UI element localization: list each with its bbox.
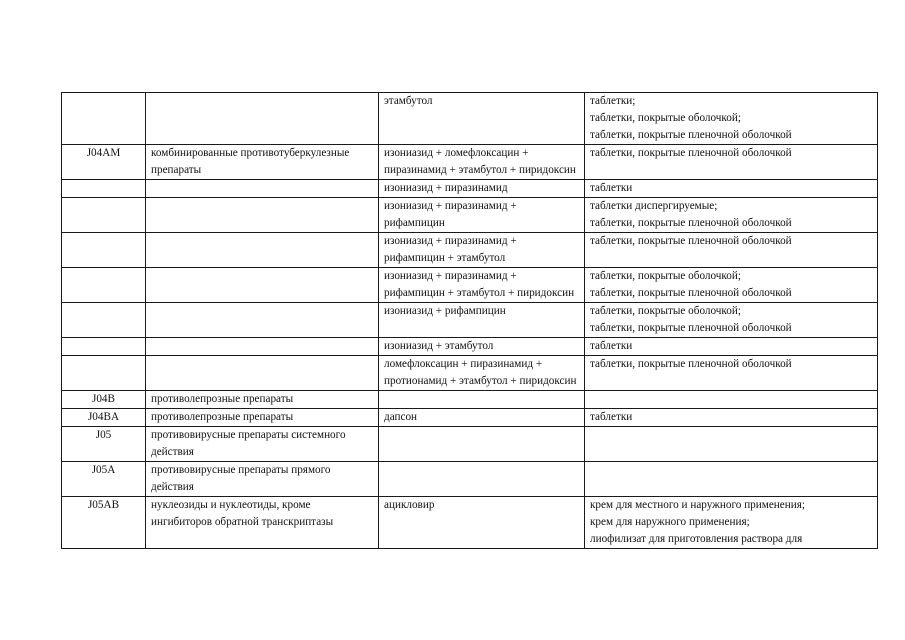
dosage-form-cell	[585, 338, 878, 356]
atc-code-cell	[62, 198, 146, 233]
group-name-cell	[146, 268, 379, 303]
table-row	[62, 497, 878, 549]
atc-code-cell	[62, 338, 146, 356]
dosage-form-line: таблетки, покрытые пленочной оболочкой	[590, 129, 792, 141]
dosage-form-cell	[585, 145, 878, 180]
group-name-cell: противовирусные препараты прямого действия	[146, 462, 379, 497]
table-row	[62, 462, 878, 497]
atc-code-cell: J04BA	[62, 409, 146, 427]
dosage-form-line: таблетки, покрытые пленочной оболочкой	[590, 235, 792, 247]
atc-code-cell	[62, 268, 146, 303]
drug-name-cell: изониазид + ломефлоксацин + пиразинамид + этамбутол + пиридоксин	[379, 145, 585, 180]
table-row	[62, 409, 878, 427]
atc-code-cell	[62, 180, 146, 198]
dosage-form-line: таблетки	[590, 182, 633, 194]
table-row	[62, 338, 878, 356]
atc-code-cell: J05	[62, 427, 146, 462]
drug-name-cell: изониазид + пиразинамид + рифампицин + этамбутол	[379, 233, 585, 268]
dosage-form-line: лиофилизат для приготовления раствора для	[590, 533, 803, 545]
dosage-form-cell	[585, 427, 878, 462]
group-name-cell	[146, 180, 379, 198]
group-name-cell	[146, 233, 379, 268]
drug-name-cell	[379, 462, 585, 497]
dosage-form-line: таблетки, покрытые оболочкой;	[590, 305, 741, 317]
atc-code-cell	[62, 93, 146, 145]
drug-name-cell: ацикловир	[379, 497, 585, 549]
dosage-form-cell	[585, 497, 878, 549]
group-name-cell	[146, 338, 379, 356]
atc-code-cell: J05A	[62, 462, 146, 497]
table-row	[62, 391, 878, 409]
atc-code-cell: J04B	[62, 391, 146, 409]
dosage-form-cell	[585, 303, 878, 338]
dosage-form-line: таблетки, покрытые пленочной оболочкой	[590, 358, 792, 370]
dosage-form-cell	[585, 391, 878, 409]
dosage-form-line: таблетки, покрытые оболочкой;	[590, 270, 741, 282]
dosage-form-cell	[585, 198, 878, 233]
table-row	[62, 303, 878, 338]
table-row	[62, 180, 878, 198]
drug-name-cell: изониазид + пиразинамид	[379, 180, 585, 198]
group-name-cell: противолепрозные препараты	[146, 409, 379, 427]
group-name-cell: комбинированные противотуберкулезные препараты	[146, 145, 379, 180]
dosage-form-cell	[585, 233, 878, 268]
group-name-cell: противовирусные препараты системного действия	[146, 427, 379, 462]
dosage-form-cell	[585, 356, 878, 391]
dosage-form-line: таблетки, покрытые пленочной оболочкой	[590, 217, 792, 229]
dosage-form-line: таблетки	[590, 340, 633, 352]
table-row	[62, 145, 878, 180]
atc-code-cell	[62, 356, 146, 391]
table-row	[62, 198, 878, 233]
dosage-form-cell	[585, 268, 878, 303]
drug-name-cell	[379, 427, 585, 462]
dosage-form-line: таблетки;	[590, 95, 636, 107]
drug-name-cell	[379, 391, 585, 409]
drug-name-cell: этамбутол	[379, 93, 585, 145]
group-name-cell	[146, 356, 379, 391]
dosage-form-line: таблетки, покрытые пленочной оболочкой	[590, 287, 792, 299]
drug-name-cell: дапсон	[379, 409, 585, 427]
dosage-form-line: таблетки диспергируемые;	[590, 200, 718, 212]
dosage-form-line: таблетки, покрытые пленочной оболочкой	[590, 147, 792, 159]
dosage-form-cell	[585, 180, 878, 198]
dosage-form-cell	[585, 462, 878, 497]
group-name-cell	[146, 303, 379, 338]
drug-name-cell: изониазид + пиразинамид + рифампицин + этамбутол + пиридоксин	[379, 268, 585, 303]
group-name-cell: противолепрозные препараты	[146, 391, 379, 409]
group-name-cell: нуклеозиды и нуклеотиды, кроме ингибиторов обратной транскриптазы	[146, 497, 379, 549]
drug-name-cell: изониазид + рифампицин	[379, 303, 585, 338]
dosage-form-line: таблетки, покрытые оболочкой;	[590, 112, 741, 124]
dosage-form-line: таблетки, покрытые пленочной оболочкой	[590, 322, 792, 334]
atc-code-cell	[62, 303, 146, 338]
atc-code-cell	[62, 233, 146, 268]
table-row	[62, 233, 878, 268]
dosage-form-cell	[585, 93, 878, 145]
drug-name-cell: изониазид + этамбутол	[379, 338, 585, 356]
dosage-form-line: крем для наружного применения;	[590, 516, 750, 528]
drug-name-cell: ломефлоксацин + пиразинамид + протионамид + этамбутол + пиридоксин	[379, 356, 585, 391]
dosage-form-line: крем для местного и наружного применения;	[590, 499, 805, 511]
dosage-form-cell	[585, 409, 878, 427]
group-name-cell	[146, 198, 379, 233]
atc-code-cell: J04AM	[62, 145, 146, 180]
drug-name-cell: изониазид + пиразинамид + рифампицин	[379, 198, 585, 233]
drug-classification-table	[61, 92, 878, 549]
atc-code-cell: J05AB	[62, 497, 146, 549]
table-row	[62, 268, 878, 303]
table-row	[62, 356, 878, 391]
group-name-cell	[146, 93, 379, 145]
dosage-form-line: таблетки	[590, 411, 633, 423]
table-row	[62, 93, 878, 145]
table-row	[62, 427, 878, 462]
